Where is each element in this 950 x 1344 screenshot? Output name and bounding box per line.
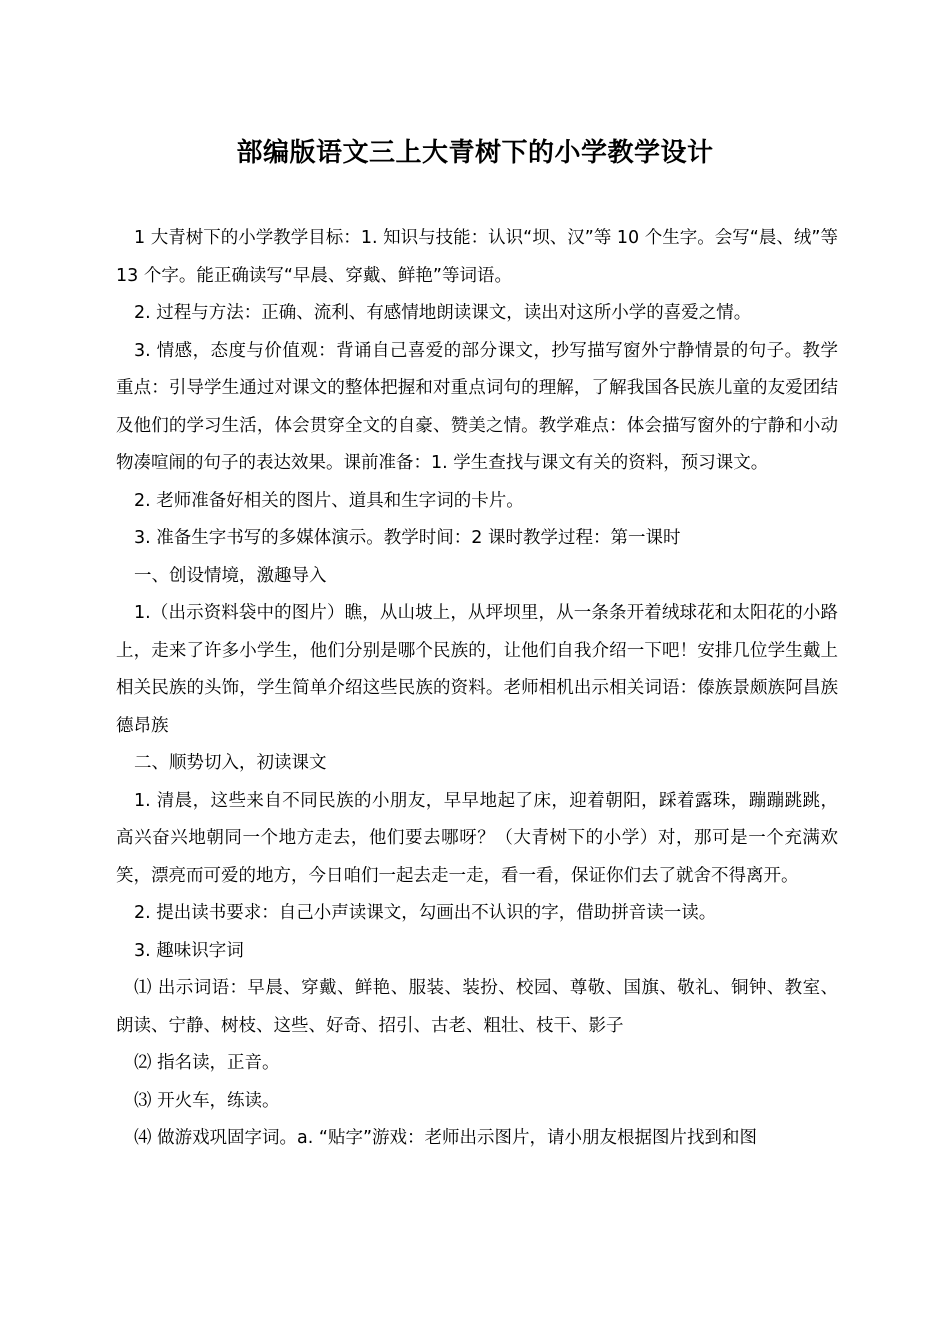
paragraph-emotion-values: 3. 情感，态度与价值观：背诵自己喜爱的部分课文，抄写描写窗外宁静情景的句子。教学重点：引导学生通过对课文的整体把握和对重点词句的理解，了解我国各民族儿童的友爱团结及他们的学习生活，体会贯穿全文的自豪、赞美之情。教学难点：体会描写窗外的宁静和小动物凑喧闹的句子的表达效果。课前准备：1. 学生查找与课文有关的资料，预习课文。 — [116, 340, 838, 473]
paragraph-train-reading: ⑶ 开火车，练读。 — [134, 1090, 280, 1111]
paragraph-vocab-list: ⑴ 出示词语：早晨、穿戴、鲜艳、服装、装扮、校园、尊敬、国旗、敬礼、铜钟、教室、朗读、宁静、树枝、这些、好奇、招引、古老、粗壮、枝干、影子 — [116, 978, 838, 1036]
document-body — [116, 220, 838, 1158]
paragraph-objectives: 1 大青树下的小学教学目标：1. 知识与技能：认识“坝、汉”等 10 个生字。会写“晨、绒”等 13 个字。能正确读写“早晨、穿戴、鲜艳”等词语。 — [116, 228, 838, 286]
paragraph-vocab-heading: 3. 趣味识字词 — [134, 940, 244, 961]
paragraph-teacher-prep: 2. 老师准备好相关的图片、道具和生字词的卡片。 — [134, 490, 524, 511]
paragraph-reading-requirement: 2. 提出读书要求：自己小声读课文，勾画出不认识的字，借助拼音读一读。 — [134, 903, 717, 923]
paragraph-morning: 1. 清晨，这些来自不同民族的小朋友，早早地起了床，迎着朝阳，踩着露珠，蹦蹦跳跳，高兴奋兴地朝同一个地方走去，他们要去哪呀？（大青树下的小学）对，那可是一个充满欢笑，漂亮而可爱的地方，今日咱们一起去走一走，看一看，保证你们去了就舍不得离开。 — [116, 790, 838, 886]
document-title: 部编版语文三上大青树下的小学教学设计 — [236, 138, 714, 168]
paragraph-intro-picture: 1.（出示资料袋中的图片）瞧，从山坡上，从坪坝里，从一条条开着绒球花和太阳花的小路上，走来了许多小学生，他们分别是哪个民族的，让他们自我介绍一下吧！安排几位学生戴上相关民族的头饰，学生简单介绍这些民族的资料。老师相机出示相关词语：傣族景颇族阿昌族德昂族 — [116, 603, 838, 736]
section-heading-2: 二、顺势切入，初读课文 — [134, 753, 327, 773]
section-heading-1: 一、创设情境，激趣导入 — [134, 565, 327, 586]
paragraph-game: ⑷ 做游戏巩固字词。a. “贴字”游戏：老师出示图片，请小朋友根据图片找到和图 — [134, 1128, 758, 1148]
paragraph-multimedia-prep: 3. 准备生字书写的多媒体演示。教学时间：2 课时教学过程：第一课时 — [134, 528, 681, 548]
paragraph-process-method: 2. 过程与方法：正确、流利、有感情地朗读课文，读出对这所小学的喜爱之情。 — [134, 303, 752, 323]
paragraph-pronunciation: ⑵ 指名读，正音。 — [134, 1053, 280, 1073]
